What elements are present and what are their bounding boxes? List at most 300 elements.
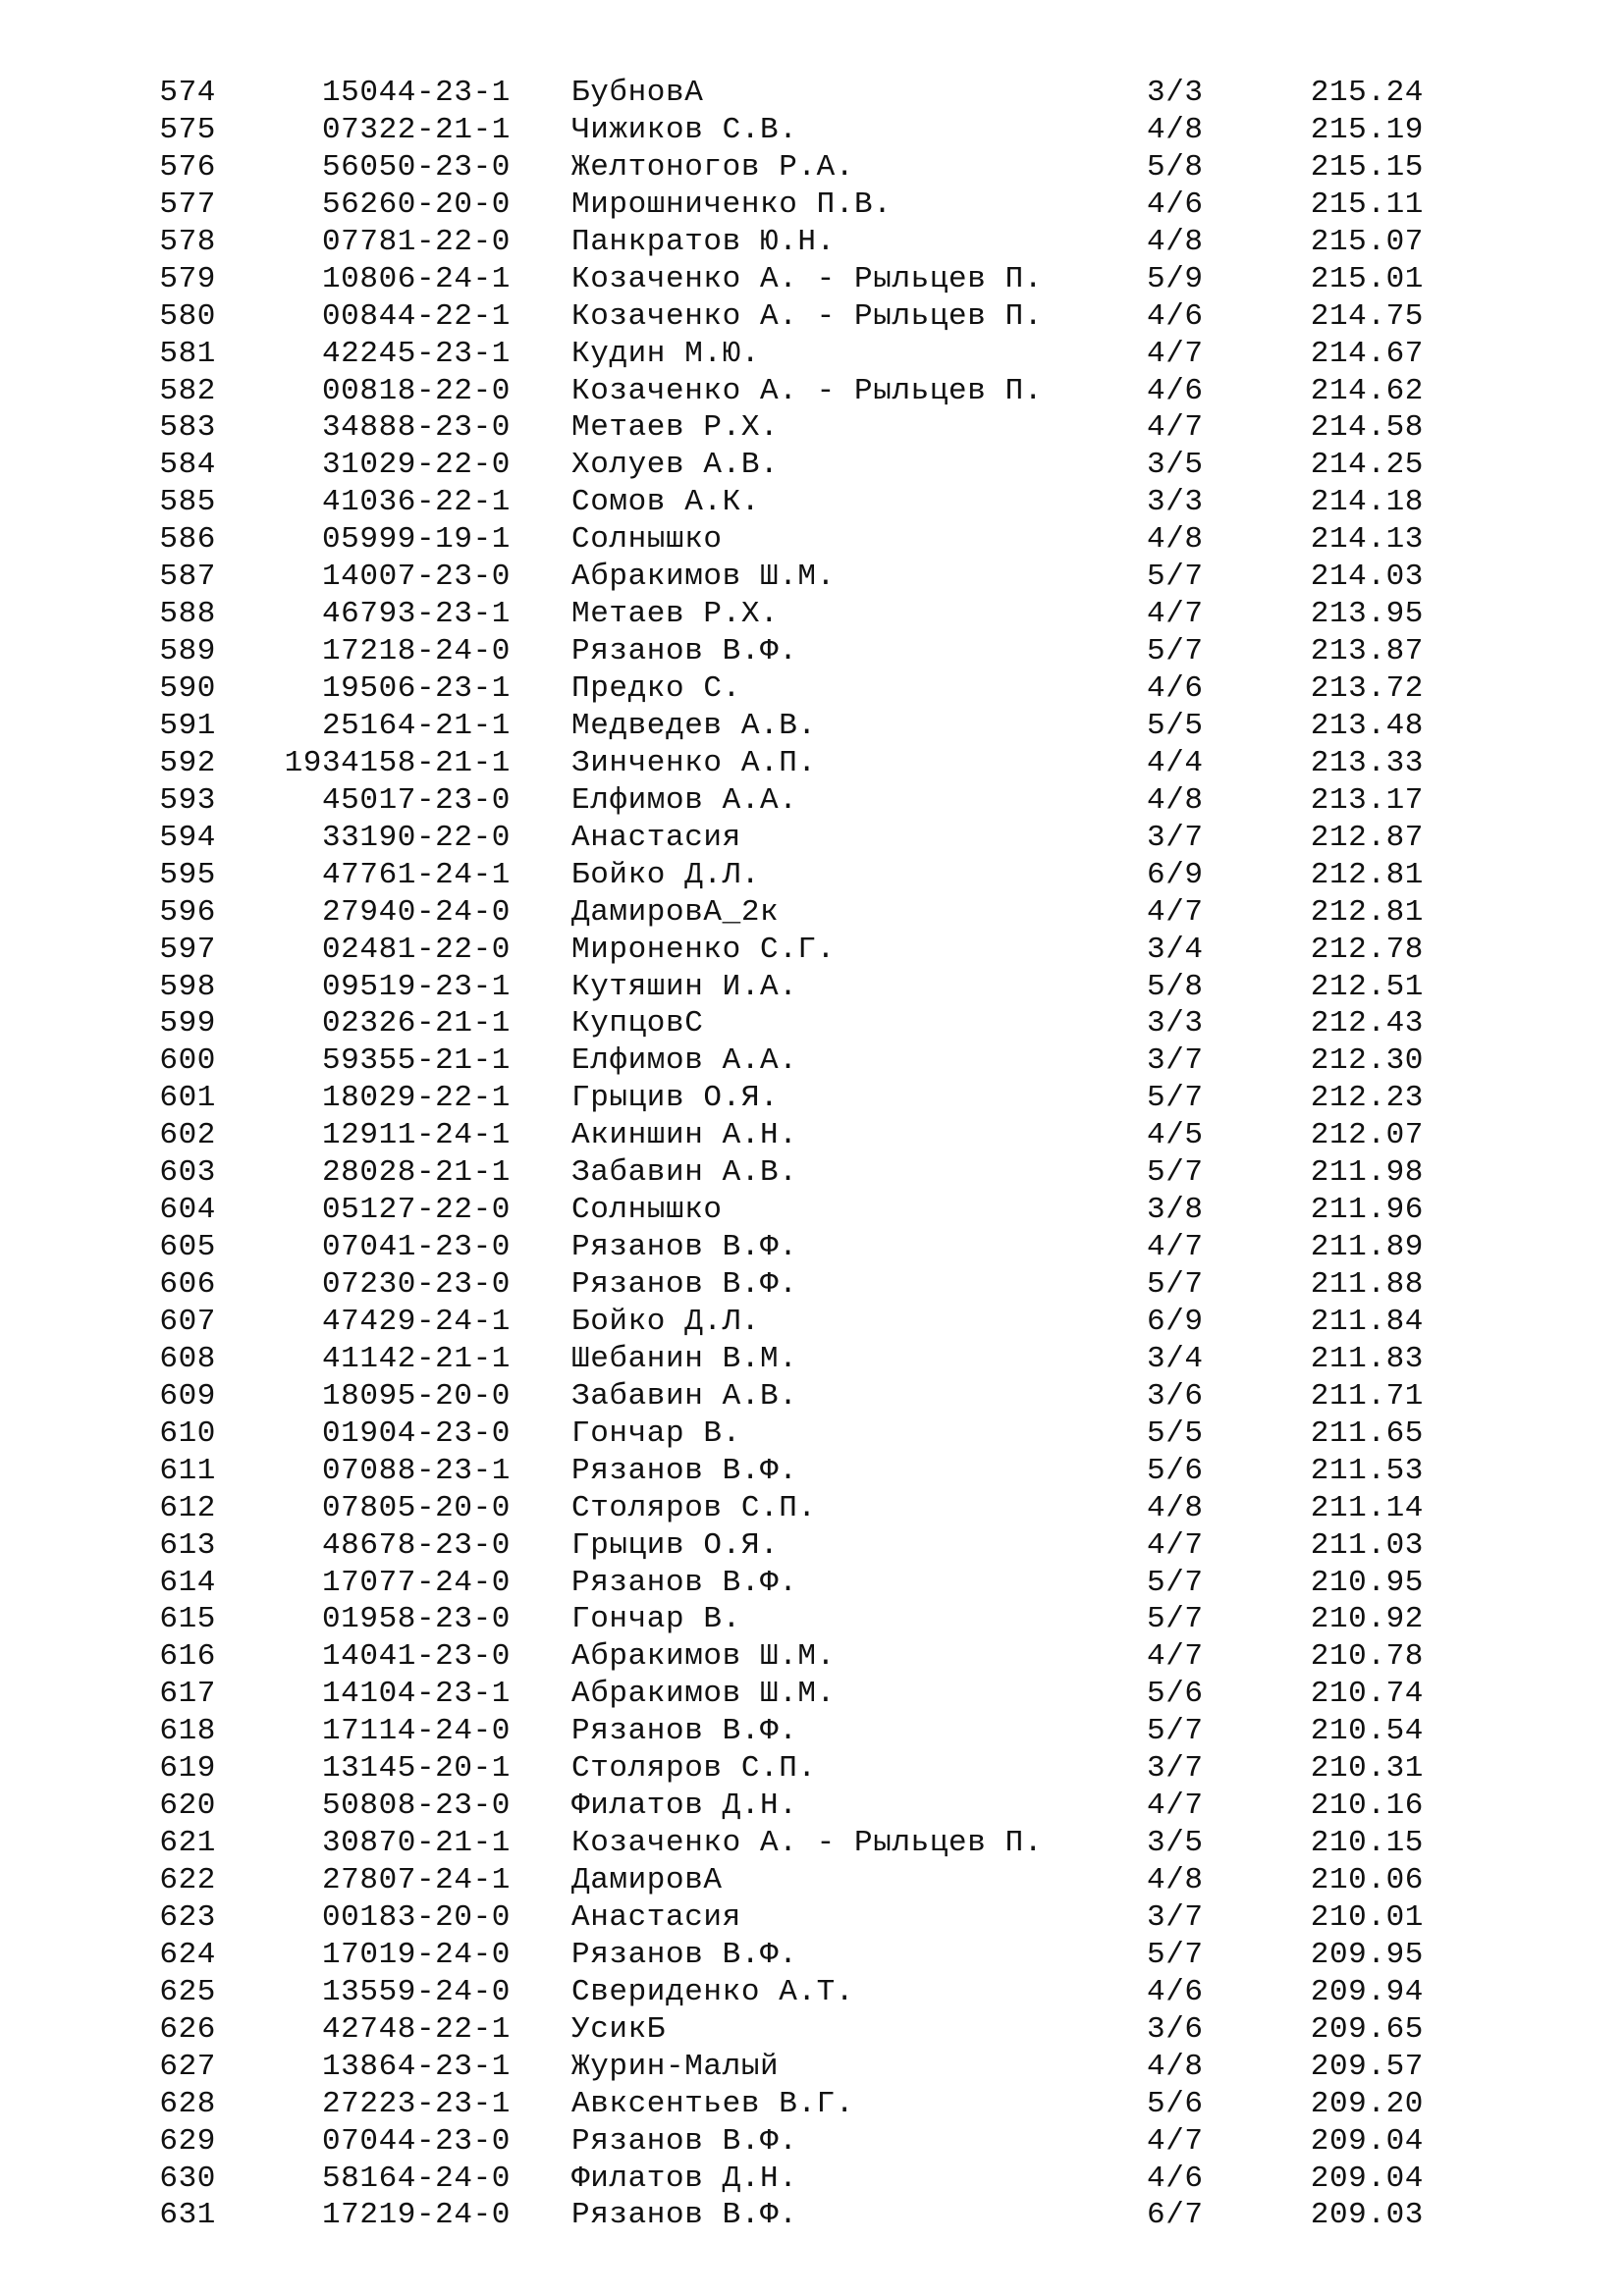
owner-name-cell: Абракимов Ш.М.: [571, 560, 836, 595]
table-row: [0, 1154, 1624, 1192]
rank-cell: 631: [159, 2198, 216, 2233]
owner-name-cell: БубновА: [571, 76, 704, 110]
ratio-cell: 3/7: [1147, 820, 1204, 855]
table-row: [0, 1862, 1624, 1899]
entry-id-cell: 27940-24-0: [321, 894, 511, 930]
ratio-cell: 3/7: [1147, 1043, 1204, 1079]
ratio-cell: 4/7: [1147, 410, 1204, 446]
rank-cell: 611: [159, 1453, 216, 1488]
entry-id-cell: 27223-23-1: [321, 2086, 511, 2121]
entry-id-cell: 1934158-21-1: [284, 745, 511, 780]
entry-id-cell: 07044-23-0: [321, 2123, 511, 2159]
owner-name-cell: Козаченко А. - Рыльцев П.: [571, 373, 1044, 408]
owner-name-cell: Акиншин А.Н.: [571, 1118, 798, 1153]
score-cell: 214.62: [1310, 373, 1424, 408]
ratio-cell: 4/7: [1147, 2123, 1204, 2159]
ratio-cell: 3/6: [1147, 1378, 1204, 1414]
score-cell: 213.87: [1310, 634, 1424, 669]
score-cell: 210.92: [1310, 1602, 1424, 1637]
score-cell: 211.89: [1310, 1230, 1424, 1265]
score-cell: 215.24: [1310, 76, 1424, 110]
score-cell: 215.11: [1310, 187, 1424, 222]
owner-name-cell: Сомов А.К.: [571, 485, 761, 520]
owner-name-cell: Кутяшин И.А.: [571, 969, 798, 1004]
score-cell: 212.30: [1310, 1043, 1424, 1079]
owner-name-cell: Рязанов В.Ф.: [571, 2123, 798, 2159]
table-row: [0, 187, 1624, 224]
ratio-cell: 3/8: [1147, 1193, 1204, 1228]
rank-cell: 587: [159, 560, 216, 595]
ratio-cell: 4/7: [1147, 1527, 1204, 1563]
table-row: [0, 820, 1624, 857]
ratio-cell: 4/5: [1147, 1118, 1204, 1153]
rank-cell: 603: [159, 1155, 216, 1191]
ratio-cell: 3/3: [1147, 76, 1204, 110]
score-cell: 213.17: [1310, 782, 1424, 818]
ratio-cell: 4/8: [1147, 224, 1204, 259]
entry-id-cell: 41036-22-1: [321, 485, 511, 520]
table-row: [0, 1378, 1624, 1415]
rank-cell: 623: [159, 1899, 216, 1935]
table-row: [0, 1713, 1624, 1750]
owner-name-cell: Мироненко С.Г.: [571, 932, 836, 967]
entry-id-cell: 00818-22-0: [321, 373, 511, 408]
score-cell: 210.95: [1310, 1565, 1424, 1600]
rank-cell: 618: [159, 1714, 216, 1749]
rank-cell: 588: [159, 597, 216, 632]
entry-id-cell: 13145-20-1: [321, 1751, 511, 1787]
score-cell: 210.01: [1310, 1899, 1424, 1935]
score-cell: 215.19: [1310, 112, 1424, 147]
entry-id-cell: 12911-24-1: [321, 1118, 511, 1153]
ratio-cell: 3/5: [1147, 448, 1204, 483]
rank-cell: 615: [159, 1602, 216, 1637]
owner-name-cell: Столяров С.П.: [571, 1490, 817, 1525]
entry-id-cell: 27807-24-1: [321, 1863, 511, 1897]
ratio-cell: 4/7: [1147, 1639, 1204, 1675]
entry-id-cell: 17019-24-0: [321, 1937, 511, 1972]
entry-id-cell: 05999-19-1: [321, 522, 511, 558]
entry-id-cell: 56260-20-0: [321, 187, 511, 222]
owner-name-cell: Елфимов А.А.: [571, 1043, 798, 1079]
table-row: [0, 1788, 1624, 1825]
table-row: [0, 1266, 1624, 1304]
table-row: [0, 2197, 1624, 2234]
rank-cell: 594: [159, 820, 216, 855]
rank-cell: 591: [159, 708, 216, 743]
table-row: [0, 1825, 1624, 1862]
entry-id-cell: 18029-22-1: [321, 1081, 511, 1116]
entry-id-cell: 17077-24-0: [321, 1565, 511, 1600]
rank-cell: 585: [159, 485, 216, 520]
ratio-cell: 4/8: [1147, 522, 1204, 558]
table-row: [0, 1341, 1624, 1378]
rank-cell: 608: [159, 1341, 216, 1376]
ratio-cell: 3/7: [1147, 1751, 1204, 1787]
table-row: [0, 969, 1624, 1006]
rank-cell: 586: [159, 522, 216, 558]
score-cell: 210.15: [1310, 1826, 1424, 1861]
owner-name-cell: Журин-Малый: [571, 2049, 780, 2084]
table-row: [0, 708, 1624, 745]
score-cell: 213.72: [1310, 671, 1424, 706]
rank-cell: 619: [159, 1751, 216, 1787]
ratio-cell: 3/4: [1147, 932, 1204, 967]
score-cell: 211.98: [1310, 1155, 1424, 1191]
entry-id-cell: 42245-23-1: [321, 336, 511, 371]
ratio-cell: 5/5: [1147, 708, 1204, 743]
score-cell: 214.25: [1310, 448, 1424, 483]
entry-id-cell: 14041-23-0: [321, 1639, 511, 1675]
score-cell: 214.58: [1310, 410, 1424, 446]
score-cell: 210.74: [1310, 1677, 1424, 1712]
score-cell: 210.06: [1310, 1863, 1424, 1897]
score-cell: 213.48: [1310, 708, 1424, 743]
score-cell: 211.83: [1310, 1341, 1424, 1376]
score-cell: 209.04: [1310, 2161, 1424, 2196]
entry-id-cell: 00844-22-1: [321, 298, 511, 334]
rank-cell: 581: [159, 336, 216, 371]
rank-cell: 584: [159, 448, 216, 483]
ratio-cell: 5/6: [1147, 1677, 1204, 1712]
rank-cell: 575: [159, 112, 216, 147]
ratio-cell: 3/3: [1147, 485, 1204, 520]
score-cell: 209.20: [1310, 2086, 1424, 2121]
rank-cell: 607: [159, 1304, 216, 1339]
rank-cell: 614: [159, 1565, 216, 1600]
rank-cell: 592: [159, 745, 216, 780]
table-row: [0, 1490, 1624, 1527]
ranking-table: [0, 75, 1624, 2234]
owner-name-cell: Грыцив О.Я.: [571, 1527, 780, 1563]
entry-id-cell: 47429-24-1: [321, 1304, 511, 1339]
owner-name-cell: Рязанов В.Ф.: [571, 1230, 798, 1265]
rank-cell: 626: [159, 2011, 216, 2047]
table-row: [0, 1005, 1624, 1042]
table-row: [0, 2011, 1624, 2049]
entry-id-cell: 07781-22-0: [321, 224, 511, 259]
rank-cell: 605: [159, 1230, 216, 1265]
entry-id-cell: 17218-24-0: [321, 634, 511, 669]
entry-id-cell: 17114-24-0: [321, 1714, 511, 1749]
entry-id-cell: 56050-23-0: [321, 149, 511, 185]
entry-id-cell: 41142-21-1: [321, 1341, 511, 1376]
table-row: [0, 1676, 1624, 1713]
owner-name-cell: Анастасия: [571, 1899, 741, 1935]
score-cell: 212.51: [1310, 969, 1424, 1004]
score-cell: 212.23: [1310, 1081, 1424, 1116]
table-row: [0, 1192, 1624, 1229]
table-row: [0, 373, 1624, 410]
table-row: [0, 2161, 1624, 2198]
owner-name-cell: Шебанин В.М.: [571, 1341, 798, 1376]
owner-name-cell: Гончар В.: [571, 1602, 741, 1637]
table-row: [0, 1565, 1624, 1602]
rank-cell: 610: [159, 1415, 216, 1451]
ratio-cell: 5/6: [1147, 2086, 1204, 2121]
score-cell: 209.03: [1310, 2198, 1424, 2233]
entry-id-cell: 13559-24-0: [321, 1974, 511, 2009]
entry-id-cell: 28028-21-1: [321, 1155, 511, 1191]
table-row: [0, 521, 1624, 559]
rank-cell: 606: [159, 1267, 216, 1302]
ratio-cell: 6/9: [1147, 857, 1204, 892]
table-row: [0, 336, 1624, 373]
rank-cell: 593: [159, 782, 216, 818]
rank-cell: 604: [159, 1193, 216, 1228]
rank-cell: 600: [159, 1043, 216, 1079]
table-row: [0, 857, 1624, 894]
ratio-cell: 4/6: [1147, 373, 1204, 408]
owner-name-cell: Бойко Д.Л.: [571, 857, 761, 892]
rank-cell: 624: [159, 1937, 216, 1972]
table-row: [0, 224, 1624, 261]
score-cell: 212.07: [1310, 1118, 1424, 1153]
entry-id-cell: 14104-23-1: [321, 1677, 511, 1712]
table-row: [0, 409, 1624, 447]
score-cell: 212.87: [1310, 820, 1424, 855]
owner-name-cell: Елфимов А.А.: [571, 782, 798, 818]
owner-name-cell: Филатов Д.Н.: [571, 2161, 798, 2196]
ratio-cell: 4/7: [1147, 894, 1204, 930]
rank-cell: 597: [159, 932, 216, 967]
score-cell: 214.13: [1310, 522, 1424, 558]
score-cell: 211.96: [1310, 1193, 1424, 1228]
owner-name-cell: Предко С.: [571, 671, 741, 706]
score-cell: 212.78: [1310, 932, 1424, 967]
score-cell: 211.71: [1310, 1378, 1424, 1414]
owner-name-cell: Рязанов В.Ф.: [571, 1937, 798, 1972]
ratio-cell: 5/7: [1147, 1267, 1204, 1302]
entry-id-cell: 42748-22-1: [321, 2011, 511, 2047]
score-cell: 211.65: [1310, 1415, 1424, 1451]
owner-name-cell: Солнышко: [571, 1193, 723, 1228]
ratio-cell: 4/7: [1147, 1789, 1204, 1824]
owner-name-cell: Рязанов В.Ф.: [571, 1565, 798, 1600]
score-cell: 215.01: [1310, 261, 1424, 296]
owner-name-cell: Метаев Р.Х.: [571, 410, 780, 446]
score-cell: 211.84: [1310, 1304, 1424, 1339]
ratio-cell: 5/6: [1147, 1453, 1204, 1488]
owner-name-cell: Абракимов Ш.М.: [571, 1639, 836, 1675]
ratio-cell: 4/8: [1147, 1490, 1204, 1525]
score-cell: 209.94: [1310, 1974, 1424, 2009]
table-row: [0, 484, 1624, 521]
owner-name-cell: Бойко Д.Л.: [571, 1304, 761, 1339]
table-row: [0, 1974, 1624, 2011]
entry-id-cell: 31029-22-0: [321, 448, 511, 483]
table-row: [0, 1080, 1624, 1117]
owner-name-cell: Гончар В.: [571, 1415, 741, 1451]
ratio-cell: 3/5: [1147, 1826, 1204, 1861]
ratio-cell: 5/8: [1147, 149, 1204, 185]
owner-name-cell: Забавин А.В.: [571, 1155, 798, 1191]
ratio-cell: 5/7: [1147, 1602, 1204, 1637]
ratio-cell: 4/8: [1147, 782, 1204, 818]
owner-name-cell: Рязанов В.Ф.: [571, 1267, 798, 1302]
rank-cell: 599: [159, 1006, 216, 1041]
ratio-cell: 4/6: [1147, 2161, 1204, 2196]
entry-id-cell: 15044-23-1: [321, 76, 511, 110]
owner-name-cell: Чижиков С.В.: [571, 112, 798, 147]
rank-cell: 590: [159, 671, 216, 706]
entry-id-cell: 33190-22-0: [321, 820, 511, 855]
entry-id-cell: 02481-22-0: [321, 932, 511, 967]
score-cell: 209.95: [1310, 1937, 1424, 1972]
ratio-cell: 4/6: [1147, 1974, 1204, 2009]
ratio-cell: 3/7: [1147, 1899, 1204, 1935]
rank-cell: 622: [159, 1863, 216, 1897]
owner-name-cell: УсикБ: [571, 2011, 667, 2047]
score-cell: 212.43: [1310, 1006, 1424, 1041]
ratio-cell: 5/7: [1147, 1937, 1204, 1972]
table-row: [0, 1304, 1624, 1341]
entry-id-cell: 09519-23-1: [321, 969, 511, 1004]
ratio-cell: 5/7: [1147, 1565, 1204, 1600]
rank-cell: 598: [159, 969, 216, 1004]
score-cell: 209.65: [1310, 2011, 1424, 2047]
table-row: [0, 1415, 1624, 1453]
table-row: [0, 447, 1624, 484]
table-row: [0, 2049, 1624, 2086]
rank-cell: 627: [159, 2049, 216, 2084]
entry-id-cell: 59355-21-1: [321, 1043, 511, 1079]
rank-cell: 577: [159, 187, 216, 222]
entry-id-cell: 48678-23-0: [321, 1527, 511, 1563]
entry-id-cell: 18095-20-0: [321, 1378, 511, 1414]
owner-name-cell: Метаев Р.Х.: [571, 597, 780, 632]
rank-cell: 630: [159, 2161, 216, 2196]
rank-cell: 589: [159, 634, 216, 669]
ratio-cell: 4/4: [1147, 745, 1204, 780]
entry-id-cell: 47761-24-1: [321, 857, 511, 892]
entry-id-cell: 00183-20-0: [321, 1899, 511, 1935]
rank-cell: 574: [159, 76, 216, 110]
owner-name-cell: Филатов Д.Н.: [571, 1789, 798, 1824]
rank-cell: 578: [159, 224, 216, 259]
score-cell: 214.67: [1310, 336, 1424, 371]
owner-name-cell: Зинченко А.П.: [571, 745, 817, 780]
entry-id-cell: 02326-21-1: [321, 1006, 511, 1041]
ratio-cell: 4/8: [1147, 112, 1204, 147]
ratio-cell: 3/3: [1147, 1006, 1204, 1041]
table-row: [0, 1937, 1624, 1974]
ratio-cell: 4/7: [1147, 336, 1204, 371]
ratio-cell: 6/7: [1147, 2198, 1204, 2233]
table-row: [0, 1117, 1624, 1154]
entry-id-cell: 07041-23-0: [321, 1230, 511, 1265]
score-cell: 211.88: [1310, 1267, 1424, 1302]
entry-id-cell: 58164-24-0: [321, 2161, 511, 2196]
rank-cell: 582: [159, 373, 216, 408]
table-row: [0, 1750, 1624, 1788]
ratio-cell: 5/7: [1147, 1714, 1204, 1749]
ratio-cell: 3/4: [1147, 1341, 1204, 1376]
score-cell: 210.54: [1310, 1714, 1424, 1749]
owner-name-cell: Рязанов В.Ф.: [571, 634, 798, 669]
table-row: [0, 1453, 1624, 1490]
table-row: [0, 633, 1624, 670]
score-cell: 214.75: [1310, 298, 1424, 334]
entry-id-cell: 01904-23-0: [321, 1415, 511, 1451]
rank-cell: 583: [159, 410, 216, 446]
ratio-cell: 5/7: [1147, 634, 1204, 669]
score-cell: 212.81: [1310, 857, 1424, 892]
table-row: [0, 298, 1624, 336]
owner-name-cell: Забавин А.В.: [571, 1378, 798, 1414]
ratio-cell: 4/7: [1147, 597, 1204, 632]
rank-cell: 601: [159, 1081, 216, 1116]
ratio-cell: 5/8: [1147, 969, 1204, 1004]
ratio-cell: 4/8: [1147, 1863, 1204, 1897]
score-cell: 212.81: [1310, 894, 1424, 930]
owner-name-cell: ДамировА_2к: [571, 894, 780, 930]
rank-cell: 620: [159, 1789, 216, 1824]
owner-name-cell: Козаченко А. - Рыльцев П.: [571, 1826, 1044, 1861]
ratio-cell: 4/6: [1147, 671, 1204, 706]
owner-name-cell: Свериденко А.Т.: [571, 1974, 855, 2009]
ratio-cell: 4/7: [1147, 1230, 1204, 1265]
owner-name-cell: Абракимов Ш.М.: [571, 1677, 836, 1712]
rank-cell: 629: [159, 2123, 216, 2159]
entry-id-cell: 14007-23-0: [321, 560, 511, 595]
owner-name-cell: КупцовС: [571, 1006, 704, 1041]
ratio-cell: 4/6: [1147, 298, 1204, 334]
ratio-cell: 5/7: [1147, 1155, 1204, 1191]
entry-id-cell: 10806-24-1: [321, 261, 511, 296]
entry-id-cell: 07230-23-0: [321, 1267, 511, 1302]
score-cell: 213.95: [1310, 597, 1424, 632]
table-row: [0, 782, 1624, 820]
table-row: [0, 1601, 1624, 1638]
ratio-cell: 5/7: [1147, 1081, 1204, 1116]
score-cell: 211.53: [1310, 1453, 1424, 1488]
table-row: [0, 559, 1624, 596]
score-cell: 211.03: [1310, 1527, 1424, 1563]
owner-name-cell: Столяров С.П.: [571, 1751, 817, 1787]
entry-id-cell: 45017-23-0: [321, 782, 511, 818]
owner-name-cell: Анастасия: [571, 820, 741, 855]
rank-cell: 602: [159, 1118, 216, 1153]
table-row: [0, 1527, 1624, 1565]
table-row: [0, 261, 1624, 298]
entry-id-cell: 19506-23-1: [321, 671, 511, 706]
owner-name-cell: Авксентьев В.Г.: [571, 2086, 855, 2121]
ratio-cell: 5/7: [1147, 560, 1204, 595]
owner-name-cell: Панкратов Ю.Н.: [571, 224, 836, 259]
ratio-cell: 4/6: [1147, 187, 1204, 222]
ratio-cell: 4/8: [1147, 2049, 1204, 2084]
table-row: [0, 1638, 1624, 1676]
score-cell: 210.78: [1310, 1639, 1424, 1675]
entry-id-cell: 13864-23-1: [321, 2049, 511, 2084]
rank-cell: 628: [159, 2086, 216, 2121]
owner-name-cell: Кудин М.Ю.: [571, 336, 761, 371]
owner-name-cell: Грыцив О.Я.: [571, 1081, 780, 1116]
table-row: [0, 149, 1624, 187]
entry-id-cell: 50808-23-0: [321, 1789, 511, 1824]
owner-name-cell: Рязанов В.Ф.: [571, 1453, 798, 1488]
table-row: [0, 932, 1624, 969]
table-row: [0, 1229, 1624, 1266]
ratio-cell: 6/9: [1147, 1304, 1204, 1339]
table-row: [0, 1042, 1624, 1080]
score-cell: 214.18: [1310, 485, 1424, 520]
entry-id-cell: 46793-23-1: [321, 597, 511, 632]
owner-name-cell: Козаченко А. - Рыльцев П.: [571, 261, 1044, 296]
score-cell: 210.16: [1310, 1789, 1424, 1824]
rank-cell: 595: [159, 857, 216, 892]
